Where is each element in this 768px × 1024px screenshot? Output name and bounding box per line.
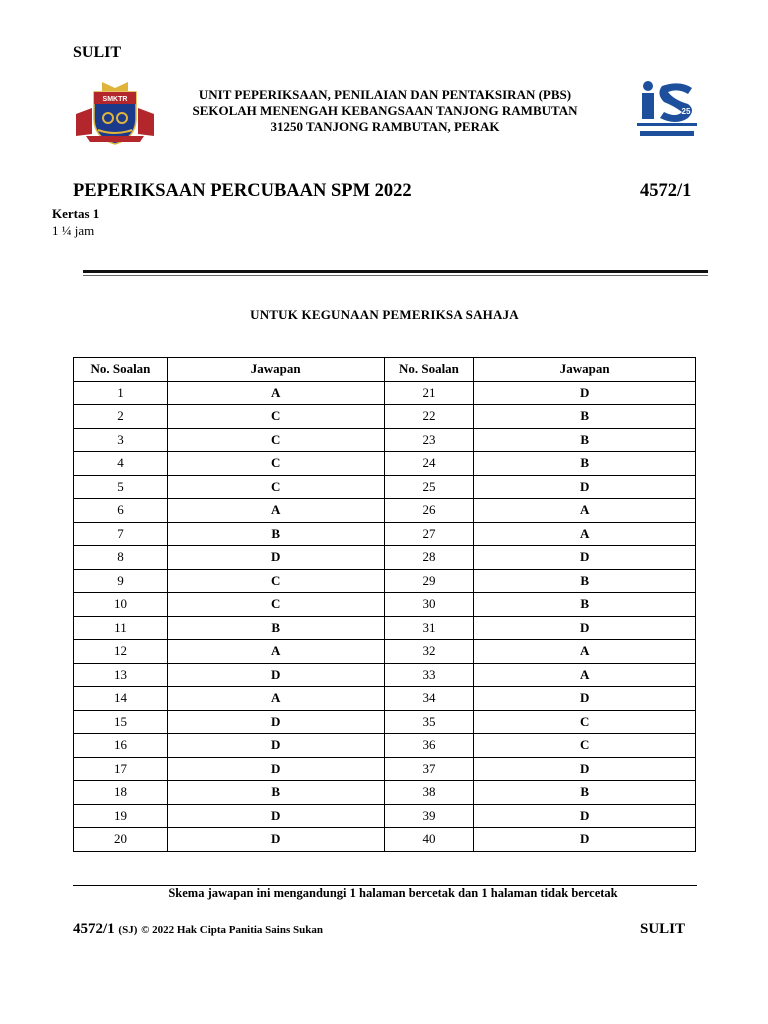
answer-cell: D [474, 381, 696, 405]
question-number-cell: 31 [384, 616, 474, 640]
answer-table [73, 357, 696, 852]
table-row [74, 452, 696, 476]
header-no-soalan-1: No. Soalan [74, 358, 168, 382]
answer-cell: D [474, 475, 696, 499]
answer-cell: B [474, 452, 696, 476]
question-number-cell: 39 [384, 804, 474, 828]
header-jawapan-1: Jawapan [167, 358, 384, 382]
answer-cell: C [474, 710, 696, 734]
answer-cell: D [167, 710, 384, 734]
question-number-cell: 27 [384, 522, 474, 546]
question-number-cell: 34 [384, 687, 474, 711]
question-number-cell: 25 [384, 475, 474, 499]
table-row [74, 546, 696, 570]
footer-sj: (SJ) [118, 924, 138, 936]
table-row [74, 405, 696, 429]
question-number-cell: 13 [74, 663, 168, 687]
answer-cell: C [167, 569, 384, 593]
answer-cell: B [474, 593, 696, 617]
answer-cell: C [474, 734, 696, 758]
question-number-cell: 4 [74, 452, 168, 476]
sulit-label-bottom: SULIT [640, 921, 686, 937]
table-row [74, 734, 696, 758]
header-divider-thick [83, 270, 708, 273]
answer-cell: D [167, 663, 384, 687]
question-number-cell: 7 [74, 522, 168, 546]
answer-cell: A [167, 499, 384, 523]
section-title: UNTUK KEGUNAAN PEMERIKSA SAHAJA [250, 307, 519, 322]
question-number-cell: 2 [74, 405, 168, 429]
question-number-cell: 20 [74, 828, 168, 852]
answer-cell: D [167, 804, 384, 828]
question-number-cell: 17 [74, 757, 168, 781]
question-number-cell: 24 [384, 452, 474, 476]
answer-cell: A [167, 640, 384, 664]
table-row [74, 781, 696, 805]
question-number-cell: 22 [384, 405, 474, 429]
answer-cell: D [474, 687, 696, 711]
question-number-cell: 14 [74, 687, 168, 711]
answer-cell: D [167, 734, 384, 758]
table-row [74, 710, 696, 734]
answer-table-header [74, 358, 696, 382]
answer-cell: A [474, 522, 696, 546]
header-no-soalan-2: No. Soalan [384, 358, 474, 382]
question-number-cell: 6 [74, 499, 168, 523]
question-number-cell: 12 [74, 640, 168, 664]
answer-cell: B [474, 781, 696, 805]
question-number-cell: 26 [384, 499, 474, 523]
answer-cell: D [474, 546, 696, 570]
paper-duration: 1 ¼ jam [52, 223, 95, 238]
table-row [74, 757, 696, 781]
sports-science-logo [634, 76, 700, 140]
answer-cell: C [167, 593, 384, 617]
answer-cell: D [474, 828, 696, 852]
answer-table-body [74, 381, 696, 851]
table-row [74, 663, 696, 687]
answer-cell: A [474, 663, 696, 687]
footer-code-line [73, 921, 323, 938]
answer-cell: A [167, 381, 384, 405]
question-number-cell: 19 [74, 804, 168, 828]
table-row [74, 828, 696, 852]
question-number-cell: 28 [384, 546, 474, 570]
question-number-cell: 37 [384, 757, 474, 781]
question-number-cell: 33 [384, 663, 474, 687]
table-row [74, 475, 696, 499]
header-divider-thin [83, 275, 708, 276]
question-number-cell: 3 [74, 428, 168, 452]
answer-cell: A [474, 499, 696, 523]
question-number-cell: 32 [384, 640, 474, 664]
table-row [74, 428, 696, 452]
footer-copyright: © 2022 Hak Cipta Panitia Sains Sukan [141, 924, 323, 936]
question-number-cell: 30 [384, 593, 474, 617]
answer-cell: C [167, 475, 384, 499]
question-number-cell: 18 [74, 781, 168, 805]
question-number-cell: 1 [74, 381, 168, 405]
answer-cell: D [167, 757, 384, 781]
school-crest-logo [72, 78, 158, 146]
answer-cell: C [167, 452, 384, 476]
answer-cell: A [474, 640, 696, 664]
table-row [74, 593, 696, 617]
footer-code: 4572/1 [73, 921, 115, 937]
answer-cell: D [167, 546, 384, 570]
question-number-cell: 8 [74, 546, 168, 570]
table-row [74, 569, 696, 593]
paper-number: Kertas 1 [52, 206, 100, 221]
table-row [74, 499, 696, 523]
table-row [74, 687, 696, 711]
question-number-cell: 23 [384, 428, 474, 452]
answer-cell: B [167, 616, 384, 640]
paper-code: 4572/1 [640, 181, 692, 201]
svg-text:25: 25 [681, 107, 691, 116]
crest-text: SMKTR [102, 96, 128, 103]
question-number-cell: 36 [384, 734, 474, 758]
question-number-cell: 35 [384, 710, 474, 734]
footer-note: Skema jawapan ini mengandungi 1 halaman bercetak dan 1 halaman tidak bercetak [168, 886, 618, 900]
header-line-3: 31250 TANJONG RAMBUTAN, PERAK [270, 119, 500, 134]
table-row [74, 522, 696, 546]
answer-cell: B [474, 428, 696, 452]
table-row [74, 381, 696, 405]
table-row [74, 804, 696, 828]
answer-cell: C [167, 428, 384, 452]
header-line-1: UNIT PEPERIKSAAN, PENILAIAN DAN PENTAKSIRAN (PBS) [198, 87, 572, 102]
exam-title: PEPERIKSAAN PERCUBAAN SPM 2022 [73, 181, 412, 201]
answer-cell: A [167, 687, 384, 711]
school-header [150, 87, 620, 135]
answer-cell: B [474, 405, 696, 429]
question-number-cell: 40 [384, 828, 474, 852]
answer-cell: D [474, 804, 696, 828]
table-row [74, 616, 696, 640]
answer-cell: D [474, 757, 696, 781]
answer-cell: D [167, 828, 384, 852]
question-number-cell: 21 [384, 381, 474, 405]
question-number-cell: 10 [74, 593, 168, 617]
answer-cell: C [167, 405, 384, 429]
question-number-cell: 11 [74, 616, 168, 640]
header-jawapan-2: Jawapan [474, 358, 696, 382]
sulit-label-top: SULIT [73, 44, 122, 61]
question-number-cell: 15 [74, 710, 168, 734]
answer-cell: B [474, 569, 696, 593]
question-number-cell: 29 [384, 569, 474, 593]
answer-cell: B [167, 781, 384, 805]
question-number-cell: 38 [384, 781, 474, 805]
header-line-2: SEKOLAH MENENGAH KEBANGSAAN TANJONG RAMBUTAN [192, 103, 578, 118]
table-row [74, 640, 696, 664]
answer-cell: D [474, 616, 696, 640]
answer-cell: B [167, 522, 384, 546]
question-number-cell: 5 [74, 475, 168, 499]
question-number-cell: 9 [74, 569, 168, 593]
question-number-cell: 16 [74, 734, 168, 758]
